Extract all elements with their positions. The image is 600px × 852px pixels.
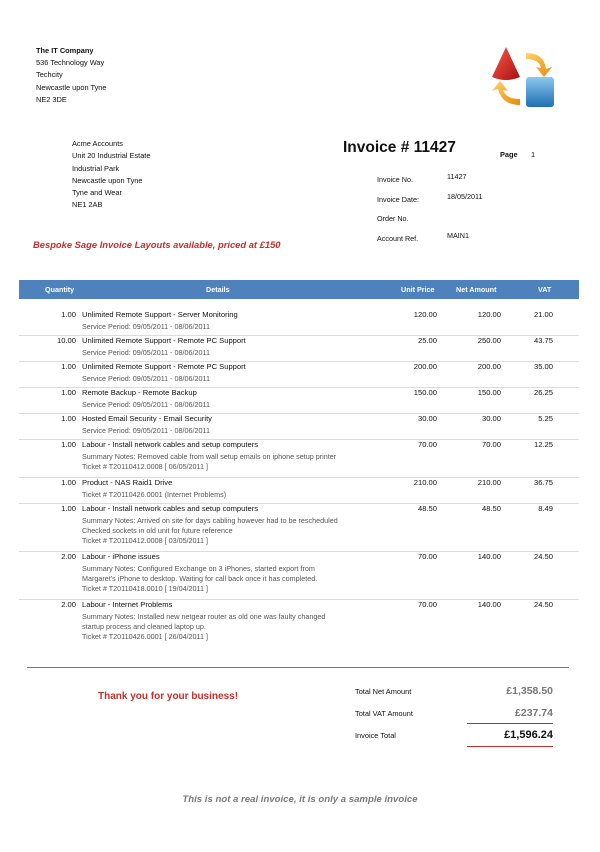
item-note-line: Summary Notes: Removed cable from wall setup emails on iphone setup printer [82, 452, 337, 461]
header-details: Details [206, 285, 230, 294]
table-row [19, 336, 579, 362]
item-notes [82, 490, 226, 500]
item-vat: 24.50 [533, 600, 553, 609]
table-header [19, 280, 579, 299]
total-rule [467, 723, 553, 724]
item-note-line: Ticket # T20110426.0001 [ 26/04/2011 ] [82, 632, 209, 641]
item-vat: 21.00 [533, 310, 553, 319]
item-note-line: Checked sockets in old unit for future reference [82, 526, 233, 535]
table-row [19, 600, 579, 648]
invoice-total-value: £1,596.24 [504, 729, 553, 741]
header-quantity: Quantity [45, 285, 75, 294]
item-vat: 36.75 [533, 478, 553, 487]
item-note-line: Service Period: 09/05/2011 - 08/06/2011 [82, 400, 210, 409]
table-row [19, 440, 579, 478]
item-note-line: Service Period: 09/05/2011 - 08/06/2011 [82, 374, 210, 383]
item-notes [82, 452, 336, 472]
customer-address-line: Newcastle upon Tyne [72, 175, 143, 185]
customer-address-line: Acme Accounts [72, 139, 123, 148]
item-qty: 2.00 [61, 552, 76, 561]
item-unit-price: 210.00 [413, 478, 437, 487]
company-address-line: NE2 3DE [36, 94, 67, 104]
item-net: 210.00 [477, 478, 501, 487]
customer-address-block [72, 138, 150, 212]
item-net: 30.00 [481, 414, 501, 423]
header-unit-price: Unit Price [401, 285, 435, 294]
item-vat: 26.25 [533, 388, 553, 397]
company-address-line: Techcity [36, 70, 63, 80]
item-note-line: Ticket # T20110412.0008 [ 03/05/2011 ] [82, 536, 209, 545]
item-notes [82, 348, 210, 358]
item-qty: 1.00 [61, 310, 76, 319]
item-note-line: Ticket # T20110412.0008 [ 06/05/2011 ] [82, 462, 209, 471]
promo-text: Bespoke Sage Invoice Layouts available, priced at £150 [33, 239, 281, 250]
item-note-line: Summary Notes: Arrived on site for days cabling however had to be rescheduled [82, 516, 338, 525]
item-unit-price: 120.00 [413, 310, 437, 319]
item-net: 140.00 [477, 552, 501, 561]
item-unit-price: 48.50 [417, 504, 437, 513]
item-unit-price: 25.00 [417, 336, 437, 345]
customer-address-line: Industrial Park [72, 163, 120, 173]
item-vat: 8.49 [538, 504, 553, 513]
thank-you-message: Thank you for your business! [98, 691, 239, 702]
company-logo [488, 43, 560, 115]
total-rule [467, 746, 553, 747]
item-net: 140.00 [477, 600, 501, 609]
meta-value: MAIN1 [447, 230, 469, 240]
table-row [19, 504, 579, 552]
meta-label: Order No. [377, 214, 409, 223]
item-vat: 35.00 [533, 362, 553, 371]
item-net: 48.50 [481, 504, 501, 513]
customer-address-line: Tyne and Wear [72, 188, 122, 198]
item-description: Remote Backup - Remote Backup [82, 388, 197, 397]
item-qty: 1.00 [61, 388, 76, 397]
item-unit-price: 150.00 [413, 388, 437, 397]
item-vat: 24.50 [533, 552, 553, 561]
item-note-line: Ticket # T20110418.0010 [ 19/04/2011 ] [82, 584, 209, 593]
page-number: 1 [531, 150, 536, 159]
total-vat-value: £237.74 [515, 707, 553, 719]
item-qty: 1.00 [61, 362, 76, 371]
item-qty: 1.00 [61, 504, 76, 513]
item-net: 200.00 [477, 362, 501, 371]
item-net: 120.00 [477, 310, 501, 319]
company-address-line: 536 Technology Way [36, 58, 105, 68]
table-row [19, 552, 579, 600]
meta-label: Invoice Date: [377, 194, 419, 204]
item-description: Labour - Install network cables and setup computers [82, 440, 259, 449]
company-address-block [36, 45, 107, 106]
item-description: Hosted Email Security - Email Security [82, 414, 212, 423]
table-row [19, 478, 579, 504]
table-row [19, 388, 579, 414]
item-note-line: Service Period: 09/05/2011 - 08/06/2011 [82, 322, 210, 331]
item-vat: 5.25 [538, 414, 553, 423]
item-notes [82, 564, 317, 594]
item-qty: 2.00 [61, 600, 76, 609]
table-row [19, 310, 579, 336]
footer-note: This is not a real invoice, it is only a sample invoice [182, 794, 418, 805]
meta-value: 18/05/2011 [447, 191, 483, 201]
item-description: Labour - Install network cables and setup computers [82, 504, 259, 513]
total-net-label: Total Net Amount [355, 687, 412, 696]
item-description: Labour - Internet Problems [82, 600, 173, 609]
item-qty: 1.00 [61, 440, 76, 449]
line-items [19, 310, 579, 648]
header-vat: VAT [538, 285, 552, 294]
item-notes [82, 516, 338, 546]
meta-label: Account Ref. [377, 233, 419, 243]
invoice-title: Invoice # 11427 [343, 139, 456, 156]
item-unit-price: 200.00 [413, 362, 437, 371]
meta-value: 11427 [447, 172, 467, 181]
page-label: Page [500, 150, 518, 159]
item-notes [82, 612, 325, 642]
table-row [19, 414, 579, 440]
item-note-line: Summary Notes: Configured Exchange on 3 iPhones, started export from [82, 564, 315, 573]
item-qty: 10.00 [56, 336, 76, 345]
item-description: Product - NAS Raid1 Drive [82, 478, 173, 487]
item-description: Unlimited Remote Support - Server Monitoring [82, 310, 238, 319]
item-unit-price: 30.00 [417, 414, 437, 423]
item-note-line: Summary Notes: Installed new netgear router as old one was faulty changed [82, 612, 326, 621]
item-unit-price: 70.00 [417, 552, 437, 561]
item-description: Unlimited Remote Support - Remote PC Support [82, 362, 246, 371]
item-note-line: Service Period: 09/05/2011 - 08/06/2011 [82, 348, 210, 357]
item-notes [82, 374, 210, 384]
item-note-line: Margaret's iPhone to desktop. Waiting for call back once it has completed. [82, 574, 318, 583]
item-description: Labour - iPhone issues [82, 552, 160, 561]
item-note-line: startup process and cleaned laptop up. [82, 622, 206, 631]
item-qty: 1.00 [61, 414, 76, 423]
item-description: Unlimited Remote Support - Remote PC Support [82, 336, 246, 345]
item-notes [82, 322, 210, 332]
customer-address-line: NE1 2AB [72, 200, 103, 210]
item-unit-price: 70.00 [417, 600, 437, 609]
item-qty: 1.00 [61, 478, 76, 487]
table-row [19, 362, 579, 388]
total-vat-label: Total VAT Amount [355, 709, 413, 718]
meta-label: Invoice No. [377, 175, 413, 184]
company-name: The IT Company [36, 46, 94, 55]
item-notes [82, 400, 210, 410]
company-address-line: Newcastle upon Tyne [36, 82, 107, 92]
section-divider [27, 667, 569, 668]
item-note-line: Ticket # T20110426.0001 (Internet Problems) [82, 490, 227, 499]
invoice-total-label: Invoice Total [355, 731, 396, 740]
item-vat: 43.75 [533, 336, 553, 345]
header-net-amount: Net Amount [456, 285, 497, 294]
item-unit-price: 70.00 [417, 440, 437, 449]
item-net: 250.00 [477, 336, 501, 345]
item-note-line: Service Period: 09/05/2011 - 08/06/2011 [82, 426, 210, 435]
item-net: 70.00 [481, 440, 501, 449]
item-vat: 12.25 [533, 440, 553, 449]
item-notes [82, 426, 210, 436]
total-net-value: £1,358.50 [506, 685, 553, 697]
customer-address-line: Unit 20 Industrial Estate [72, 151, 151, 161]
item-net: 150.00 [477, 388, 501, 397]
